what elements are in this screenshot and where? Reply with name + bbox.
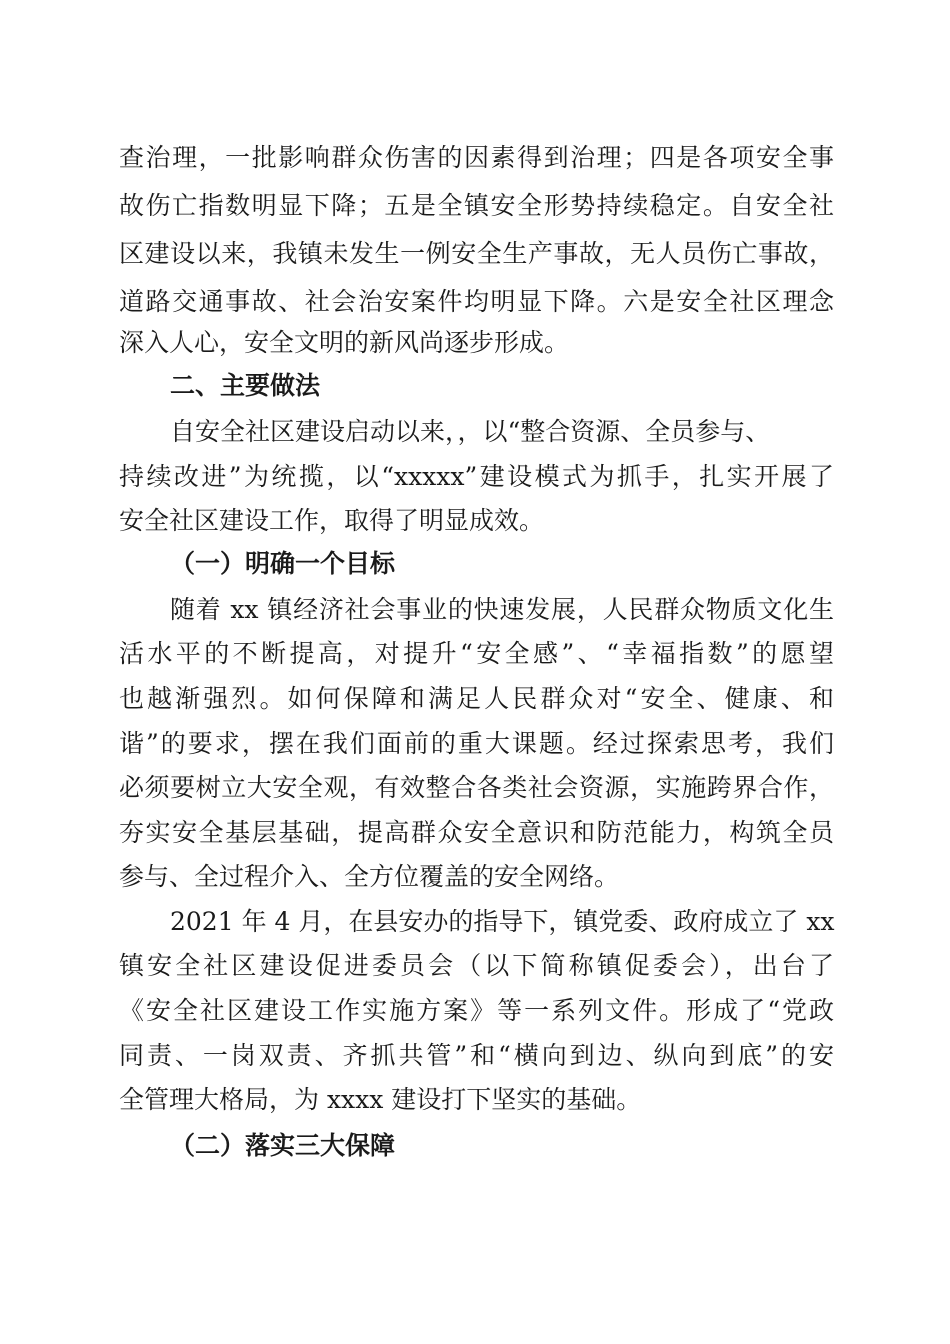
paragraph-line: 深入人心，安全文明的新风尚逐步形成。 bbox=[119, 328, 570, 357]
paragraph-line: 也越渐强烈。如何保障和满足人民群众对“安全、健康、和 bbox=[119, 684, 834, 713]
paragraph-line: 参与、全过程介入、全方位覆盖的安全网络。 bbox=[119, 862, 620, 891]
paragraph-line: 谐”的要求，摆在我们面前的重大课题。经过探索思考，我们 bbox=[119, 729, 834, 758]
paragraph-line: 必须要树立大安全观，有效整合各类社会资源，实施跨界合作， bbox=[119, 773, 834, 802]
paragraph-line: 安全社区建设工作，取得了明显成效。 bbox=[119, 506, 545, 535]
paragraph-line: 区建设以来，我镇未发生一例安全生产事故，无人员伤亡事故， bbox=[119, 239, 834, 268]
paragraph-line: 同责、一岗双责、齐抓共管”和“横向到边、纵向到底”的安 bbox=[119, 1041, 834, 1070]
paragraph-line: 2021 年 4 月，在县安办的指导下，镇党委、政府成立了 xx bbox=[170, 907, 835, 936]
paragraph-line: 《安全社区建设工作实施方案》等一系列文件。形成了“党政 bbox=[119, 996, 834, 1025]
paragraph-line: 持续改进”为统揽，以“xxxxx”建设模式为抓手，扎实开展了 bbox=[119, 462, 834, 491]
paragraph-line: 道路交通事故、社会治安案件均明显下降。六是安全社区理念 bbox=[119, 287, 834, 316]
paragraph-line: 故伤亡指数明显下降；五是全镇安全形势持续稳定。自安全社 bbox=[119, 191, 834, 220]
paragraph-line: 镇安全社区建设促进委员会（以下简称镇促委会），出台了 bbox=[119, 951, 834, 980]
paragraph-line: 活水平的不断提高，对提升“安全感”、“幸福指数”的愿望 bbox=[119, 639, 834, 668]
section-heading: 二、主要做法 bbox=[170, 371, 321, 400]
subsection-heading: （二）落实三大保障 bbox=[170, 1131, 396, 1160]
subsection-heading: （一）明确一个目标 bbox=[170, 549, 396, 578]
paragraph-line: 夯实安全基层基础，提高群众安全意识和防范能力，构筑全员 bbox=[119, 818, 834, 847]
paragraph-line: 查治理，一批影响群众伤害的因素得到治理；四是各项安全事 bbox=[119, 143, 834, 172]
paragraph-line: 随着 xx 镇经济社会事业的快速发展，人民群众物质文化生 bbox=[170, 595, 834, 624]
paragraph-line: 全管理大格局，为 xxxx 建设打下坚实的基础。 bbox=[119, 1085, 642, 1114]
paragraph-line: 自安全社区建设启动以来，，以“整合资源、全员参与、 bbox=[170, 417, 771, 446]
